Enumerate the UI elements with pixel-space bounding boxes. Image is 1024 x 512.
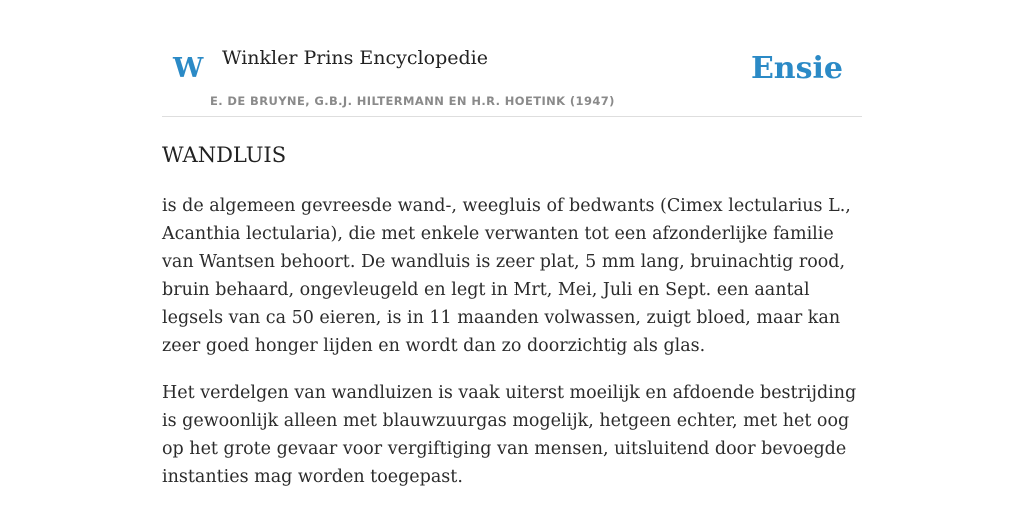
page-header — [162, 0, 862, 117]
entry-paragraph: is de algemeen gevreesde wand-, weegluis of bedwants (Cimex lectularius L., Acanthia lectularia), die met enkele verwanten tot een afzonderlijke familie van Wantsen behoort. De wandluis is zeer plat, 5 mm lang, bruinachtig rood, bruin behaard, ongevleugeld en legt in Mrt, Mei, Juli en Sept. een aantal legsels van ca 50 eieren, is in 11 maanden volwassen, zuigt bloed, maar kan zeer goed honger lijden en wordt dan zo doorzichtig als glas. — [162, 196, 851, 356]
source-authors: E. DE BRUYNE, G.B.J. HILTERMANN EN H.R. HOETINK (1947) — [210, 94, 615, 108]
source-logo-icon[interactable]: W — [173, 53, 204, 84]
entry-body — [162, 192, 862, 510]
entry-paragraph: Het verdelgen van wandluizen is vaak uiterst moeilijk en afdoende bestrijding is gewoonlijk alleen met blauwzuurgas mogelijk, hetgeen echter, met het oog op het grote gevaar voor vergiftiging van mensen, uitsluitend door bevoegde instanties mag worden toegepast. — [162, 383, 857, 487]
source-title[interactable]: Winkler Prins Encyclopedie — [222, 47, 488, 69]
ensie-logo-link[interactable]: Ensie — [750, 51, 843, 86]
entry-title: WANDLUIS — [162, 143, 287, 167]
